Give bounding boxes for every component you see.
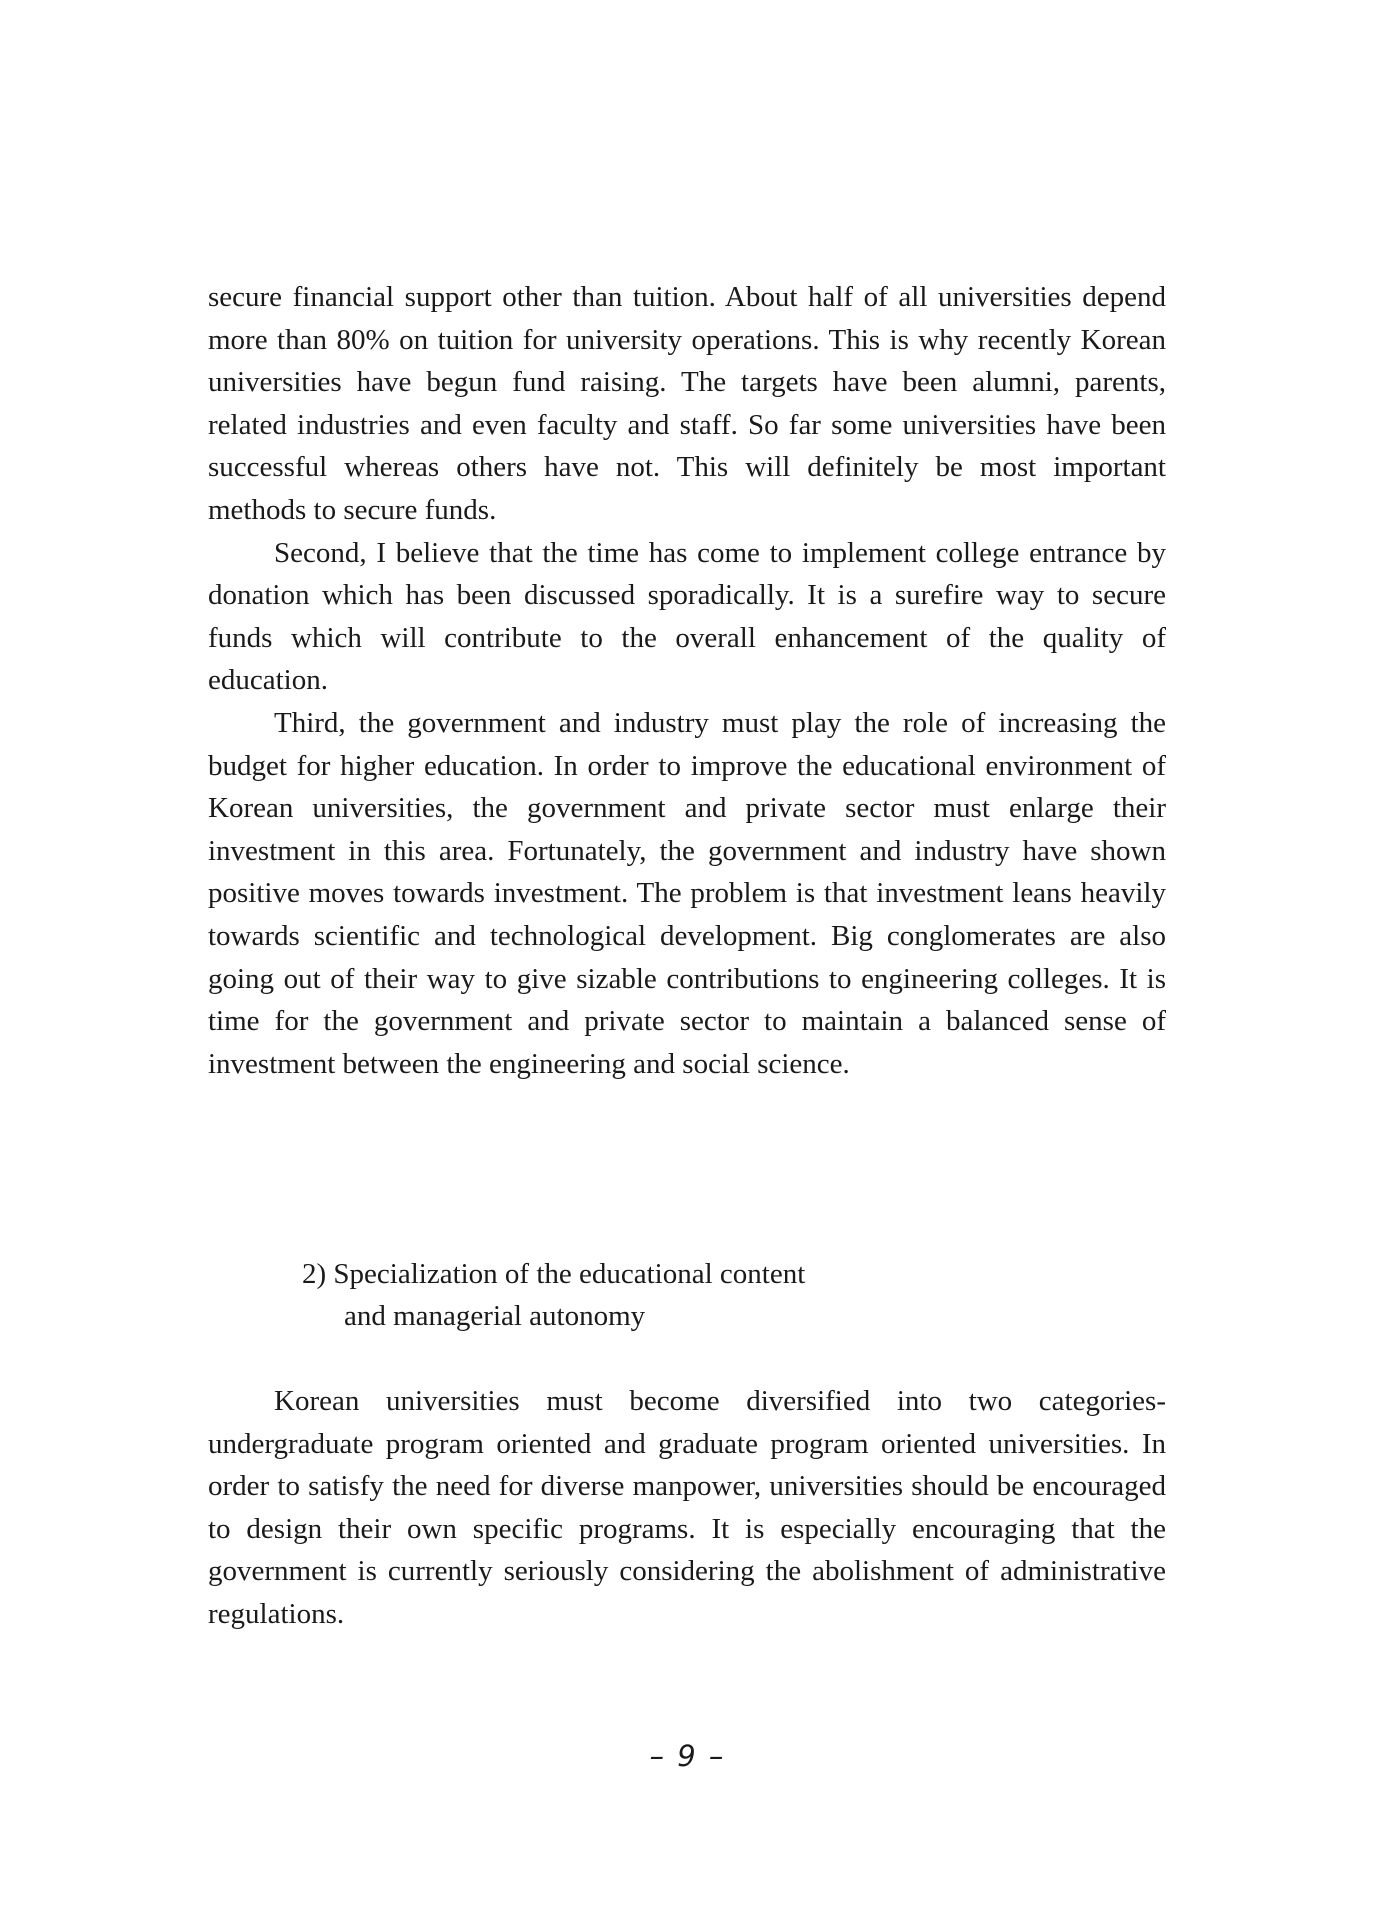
section-heading xyxy=(302,1253,805,1337)
paragraph-third: Third, the government and industry must play the role of increasing the budget for higher education. In order to improve the educational environment of Korean universities, the government and private sector must enlarge their investment in this area. Fortunately, the government and industry have shown positive moves towards investment. The problem is that investment leans heavily towards scientific and technological development. Big conglomerates are also going out of their way to give sizable contributions to engineering colleges. It is time for the government and private sector to maintain a balanced sense of investment between the engineering and social science. xyxy=(208,706,1166,1080)
section-heading-line1: 2) Specialization of the educational content xyxy=(302,1258,806,1290)
paragraph-funding: secure financial support other than tuition. About half of all universities depend more than 80% on tuition for university operations. This is why recently Korean universities have begun fund raising. The targets have been alumni, parents, related industries and even faculty and staff. So far some universities have been successful whereas others have not. This will definitely be most important methods to secure funds. xyxy=(208,281,1166,526)
paragraph-second: Second, I believe that the time has come to implement college entrance by donation which has been discussed sporadically. It is a surefire way to secure funds which will contribute to the overall enhancement of the quality of education. xyxy=(208,536,1166,697)
paragraph-diversification: Korean universities must become diversified into two categories- undergraduate program oriented and graduate program oriented universities. In order to satisfy the need for diverse manpower, universities should be encouraged to design their own specific programs. It is especially encouraging that the government is currently seriously considering the abolishment of administrative regulations. xyxy=(208,1385,1166,1630)
body-text-upper xyxy=(208,276,1166,1085)
body-text-lower xyxy=(208,1380,1166,1636)
page-number: – 9 – xyxy=(649,1739,726,1773)
section-heading-line2: and managerial autonomy xyxy=(344,1300,646,1332)
